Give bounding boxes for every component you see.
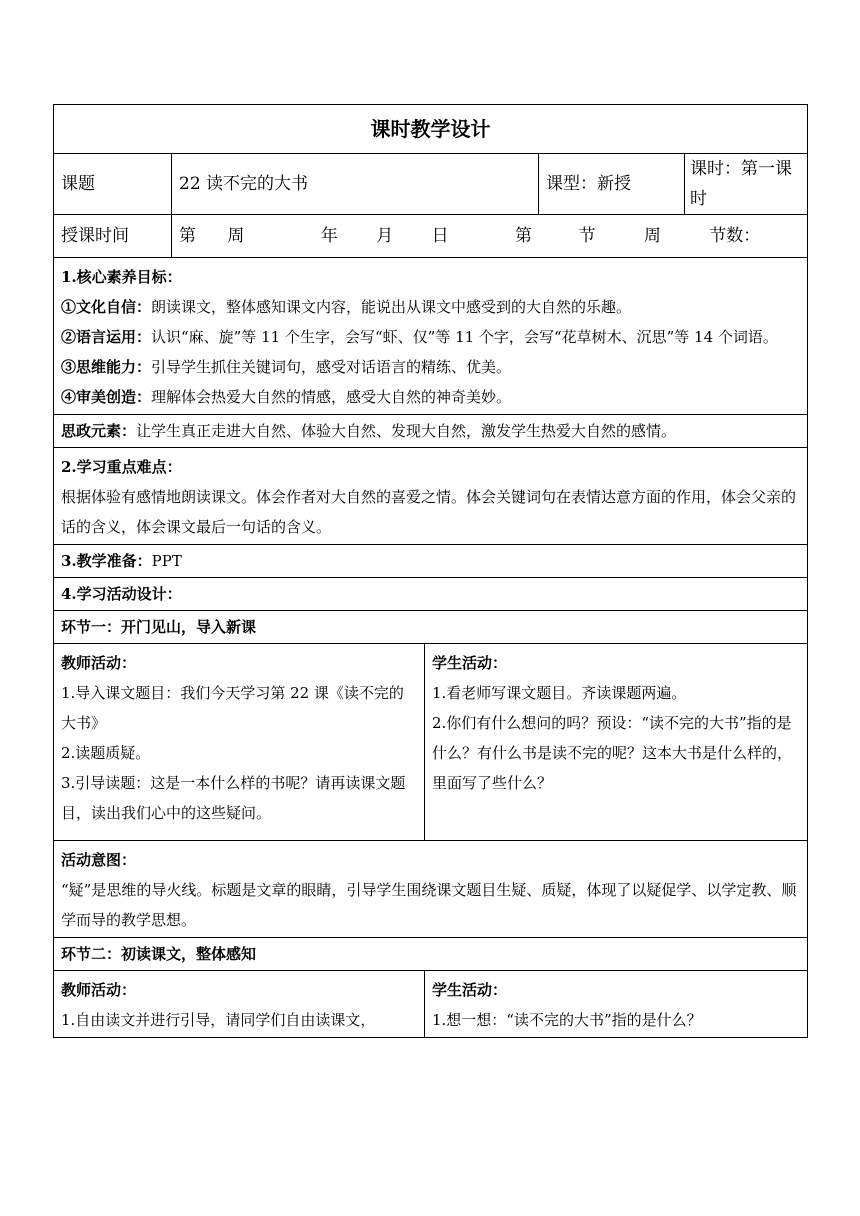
intent-heading: 活动意图： xyxy=(61,851,137,869)
week-label: 周 xyxy=(643,226,661,246)
goal-item: ③思维能力：引导学生抓住关键词句，感受对话语言的精练、优美。 xyxy=(61,358,512,376)
month-label: 月 xyxy=(376,226,394,246)
stage2-teacher-activity xyxy=(54,971,425,1038)
teaching-time-fields xyxy=(172,215,808,258)
student-activity-heading: 学生活动： xyxy=(432,981,508,999)
preparation-text: PPT xyxy=(151,552,182,570)
student-activity-heading: 学生活动： xyxy=(432,654,508,672)
stage2-student-activity xyxy=(425,971,808,1038)
student-activity-item: 1.想一想：“读不完的大书”指的是什么？ xyxy=(432,1011,702,1029)
goal-item: ②语言运用：认识“麻、旋”等 11 个生字，会写“虾、仅”等 11 个字，会写“花草树木、沉思”等 14 个词语。 xyxy=(61,328,778,346)
focus-heading: 2.学习重点难点： xyxy=(61,458,182,476)
teacher-activity-heading: 教师活动： xyxy=(61,654,137,672)
lesson-label: 课题 xyxy=(54,154,172,215)
teacher-activity-item: 1.自由读文并进行引导，请同学们自由读课文， xyxy=(61,1011,376,1029)
teaching-time-label: 授课时间 xyxy=(54,215,172,258)
lesson-period: 课时：第一课时 xyxy=(685,154,808,215)
day-label: 日 xyxy=(431,226,449,246)
lesson-name: 22 读不完的大书 xyxy=(172,154,539,215)
lesson-plan-table xyxy=(53,104,808,1038)
stage1-title: 环节一：开门见山，导入新课 xyxy=(54,611,808,644)
goal-item: ①文化自信：朗读课文，整体感知课文内容，能说出从课文中感受到的大自然的乐趣。 xyxy=(61,298,632,316)
week-suffix: 周 xyxy=(227,226,245,246)
stage1-intent xyxy=(54,841,808,938)
lesson-type: 课型：新授 xyxy=(539,154,685,215)
core-goals-section xyxy=(54,258,808,415)
period-count-label: 节数： xyxy=(709,226,761,246)
core-goals-heading: 1.核心素养目标： xyxy=(61,268,182,286)
student-activity-item: 1.看老师写课文题目。齐读课题两遍。 xyxy=(432,684,687,702)
teacher-activity-item: 1.导入课文题目：我们今天学习第 22 课《读不完的大书》 xyxy=(61,684,404,732)
stage1-teacher-activity xyxy=(54,644,425,841)
period-suffix: 节 xyxy=(578,226,596,246)
ideology-label: 思政元素： xyxy=(61,422,137,440)
ideology-text: 让学生真正走进大自然、体验大自然、发现大自然，激发学生热爱大自然的感情。 xyxy=(136,422,677,440)
focus-section xyxy=(54,448,808,545)
student-activity-item: 2.你们有什么想问的吗？预设：“读不完的大书”指的是什么？有什么书是读不完的呢？这本大书是什么样的，里面写了些什么？ xyxy=(432,714,793,792)
lesson-plan-document xyxy=(53,104,807,1038)
teacher-activity-heading: 教师活动： xyxy=(61,981,137,999)
stage1-student-activity xyxy=(425,644,808,841)
preparation-row xyxy=(54,545,808,578)
period-prefix: 第 xyxy=(515,226,533,246)
preparation-label: 3.教学准备： xyxy=(61,552,152,570)
week-prefix: 第 xyxy=(179,226,196,246)
teacher-activity-item: 2.读题质疑。 xyxy=(61,744,151,762)
ideology-row xyxy=(54,415,808,448)
document-title: 课时教学设计 xyxy=(54,105,808,154)
intent-text: “疑”是思维的导火线。标题是文章的眼睛，引导学生围绕课文题目生疑、质疑，体现了以疑促学、以学定教、顺学而导的教学思想。 xyxy=(61,881,797,929)
focus-text: 根据体验有感情地朗读课文。体会作者对大自然的喜爱之情。体会关键词句在表情达意方面的作用，体会父亲的话的含义，体会课文最后一句话的含义。 xyxy=(61,488,797,536)
teacher-activity-item: 3.引导读题：这是一本什么样的书呢？请再读课文题目，读出我们心中的这些疑问。 xyxy=(61,774,406,822)
stage2-title: 环节二：初读课文，整体感知 xyxy=(54,938,808,971)
year-label: 年 xyxy=(320,226,338,246)
goal-item: ④审美创造：理解体会热爱大自然的情感，感受大自然的神奇美妙。 xyxy=(61,388,512,406)
activity-design-heading: 4.学习活动设计： xyxy=(54,578,808,611)
